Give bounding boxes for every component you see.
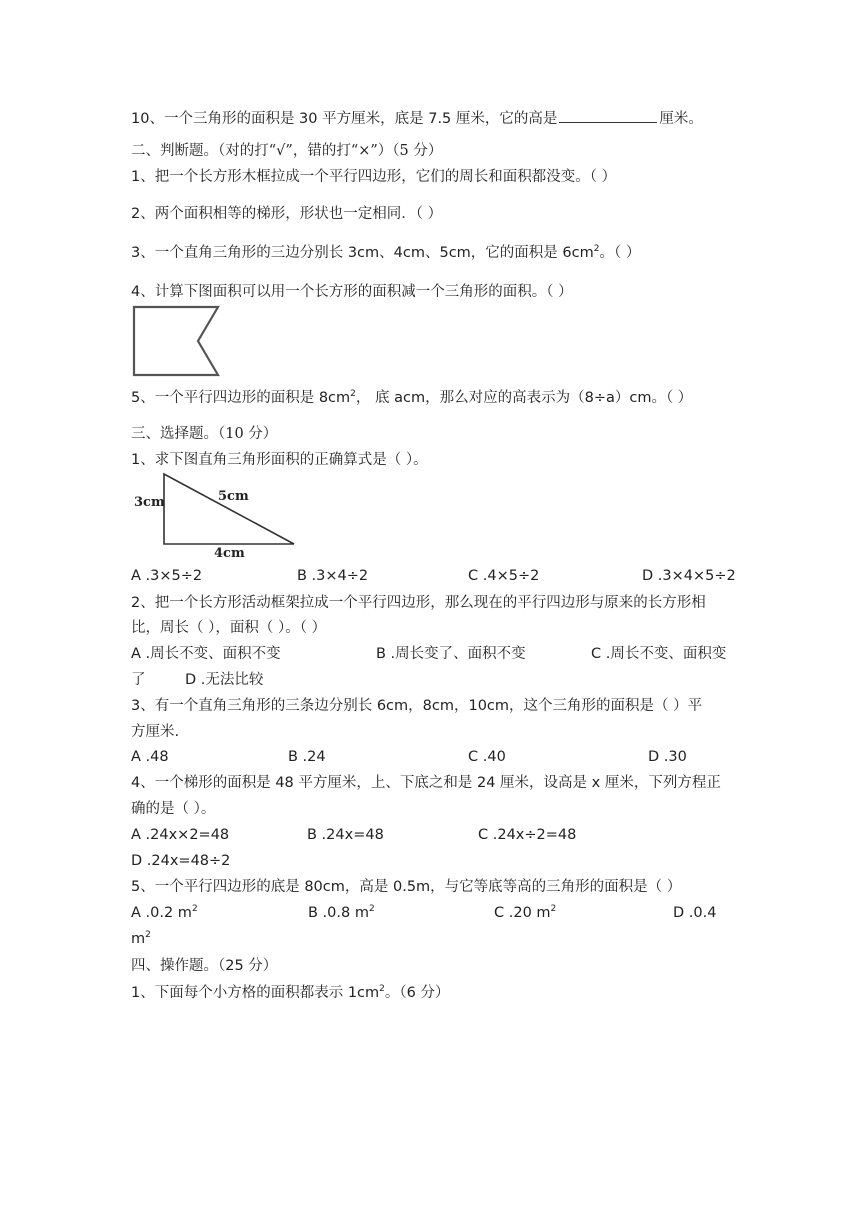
pentagon-shape [134,307,218,375]
judge-item-1: 1、把一个长方形木框拉成一个平行四边形，它们的周长和面积都没变。（ ） [131,169,617,185]
choice-2-option-d[interactable]: D .无法比较 [185,672,264,688]
choice-5-option-d-unit[interactable]: $m^2$ [131,930,151,947]
choice-4-option-b[interactable]: B .24x=48 [307,827,384,843]
choice-1-option-b[interactable]: B .3×4÷2 [297,568,369,584]
choice-2-question-line2: 比，周长（ ），面积（ ）。（ ） [131,620,327,636]
right-triangle-figure [130,470,310,562]
choice-2-option-b[interactable]: B .周长变了、面积不变 [376,646,526,662]
triangle-shape [164,474,294,544]
section-2-title: 二、判断题。（对的打“√”，错的打“×”）（5 分） [131,143,443,159]
choice-2-option-a[interactable]: A .周长不变、面积不变 [131,646,281,662]
pentagon-figure [130,304,225,378]
choice-5-option-c[interactable]: C .20 $m^2$ [494,904,557,921]
choice-5-option-a[interactable]: A .0.2 $m^2$ [131,904,198,921]
label-left: 3cm [134,495,165,510]
choice-4-question-line2: 确的是（ ）。 [131,801,216,817]
question-10-unit: 厘米。 [659,111,703,127]
label-hypotenuse: 5cm [218,489,249,504]
section-3-title: 三、选择题。（10 分） [131,426,278,442]
judge-item-5: 5、一个平行四边形的面积是 $8cm^2$， 底 acm，那么对应的高表示为（8÷a）cm。（ ） [131,389,693,406]
superscript: 2 [368,904,375,915]
section-4-title: 四、操作题。（25 分） [131,958,278,974]
choice-1-option-a[interactable]: A .3×5÷2 [131,568,203,584]
choice-3-option-d[interactable]: D .30 [648,749,687,765]
choice-1-option-c[interactable]: C .4×5÷2 [468,568,540,584]
judge-item-2: 2、两个面积相等的梯形，形状也一定相同．（ ） [131,206,443,222]
answer-blank[interactable] [559,108,657,123]
superscript: 2 [379,984,385,995]
choice-1-question: 1、求下图直角三角形面积的正确算式是（ ）。 [131,452,428,468]
choice-2-option-c[interactable]: C .周长不变、面积变 [591,646,727,662]
question-10-text: 10、一个三角形的面积是 30 平方厘米，底是 7.5 厘米，它的高是 [131,111,558,127]
judge-item-4: 4、计算下图面积可以用一个长方形的面积减一个三角形的面积。（ ） [131,284,573,300]
choice-4-option-c[interactable]: C .24x÷2=48 [478,827,577,843]
operation-1: 1、下面每个小方格的面积都表示 $1cm^2$。（6 分） [131,984,450,1001]
superscript: 2 [350,389,356,400]
label-bottom: 4cm [214,546,245,561]
choice-5-option-d[interactable]: D .0.4 [673,905,717,921]
choice-4-option-a[interactable]: A .24x×2=48 [131,827,230,843]
choice-3-option-c[interactable]: C .40 [468,749,506,765]
choice-3-question-line2: 方厘米. [131,724,180,740]
choice-2-option-c-cont[interactable]: 了 [131,672,146,688]
choice-5-option-b[interactable]: B .0.8 $m^2$ [308,904,375,921]
choice-3-option-b[interactable]: B .24 [288,749,326,765]
question-10 [131,108,703,129]
choice-4-question-line1: 4、一个梯形的面积是 48 平方厘米，上、下底之和是 24 厘米，设高是 x 厘米，下列方程正 [131,775,721,791]
choice-4-option-d[interactable]: D .24x=48÷2 [131,853,231,869]
superscript: 2 [593,244,600,255]
superscript: 2 [550,904,557,915]
superscript: 2 [191,904,198,915]
choice-3-question-line1: 3、有一个直角三角形的三条边分别长 6cm，8cm，10cm，这个三角形的面积是（ ）平 [131,698,703,714]
choice-1-option-d[interactable]: D .3×4×5÷2 [642,568,736,584]
judge-item-3: 3、一个直角三角形的三边分别长 3cm、4cm、5cm，它的面积是 $6cm^2$。（ ） [131,244,641,261]
choice-2-question-line1: 2、把一个长方形活动框架拉成一个平行四边形，那么现在的平行四边形与原来的长方形相 [131,595,706,611]
choice-3-option-a[interactable]: A .48 [131,749,169,765]
superscript: 2 [145,930,151,941]
choice-5-question: 5、一个平行四边形的底是 80cm，高是 0.5m，与它等底等高的三角形的面积是（ ） [131,879,682,895]
